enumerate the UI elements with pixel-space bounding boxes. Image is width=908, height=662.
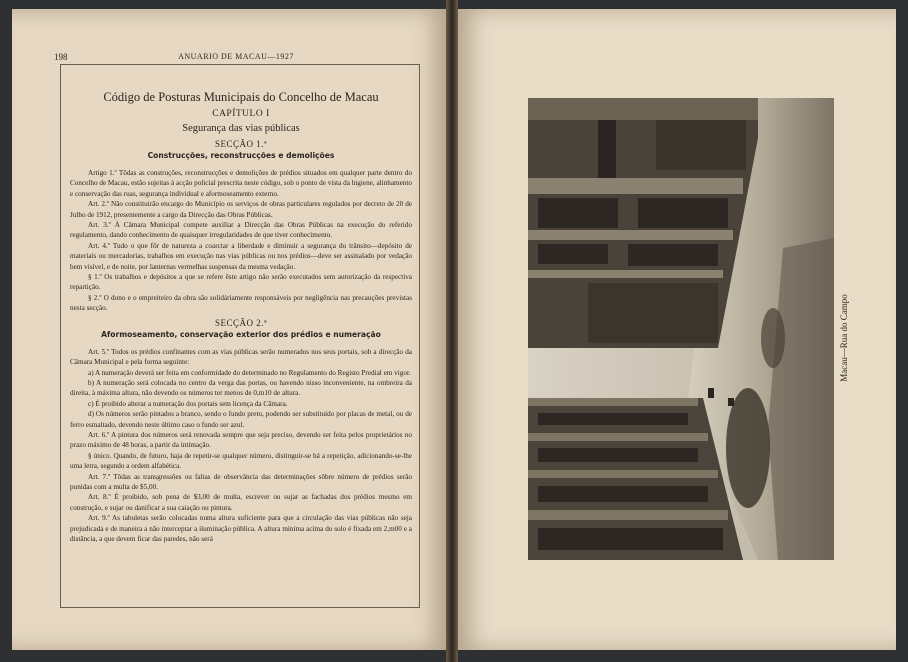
street-photo-illustration [528,98,834,560]
paragraph: § 2.º O dono e o empreiteiro da obra são solidáriamente responsáveis por negligência nas precauções previstas nesta secção. [70,293,412,313]
photo-caption-text: Macau—Rua do Campo [839,294,849,382]
book-gutter [446,0,458,662]
running-title: ANUARIO DE MACAU—1927 [178,52,294,61]
paragraph: Art. 7.º Tôdas as transgressões ou faltas de observância das determinações sôbre número de prédios serão punidas com a multa de $5,00. [70,472,412,491]
page-text [70,90,412,605]
paragraph: Art. 6.º A pintura dos números será renovada sempre que seja preciso, devendo ser feita pelos proprietários no prazo máximo de 48 horas, a partir da intimação. [70,430,412,450]
chapter-heading: CAPÍTULO I [212,109,270,119]
paragraph: § único. Quando, de futuro, haja de repetir-se qualquer número, distinguir-se há a repetição, adicionando-se-lhe uma letra, segundo a ordem alfabética. [70,451,412,471]
section-heading: SECÇÃO 2.ª [215,317,267,328]
street-photograph [528,98,834,560]
paragraph: Art. 9.º As tabuletas serão colocadas numa altura suficiente para que a circulação das vias públicas não seja prejudicada e de maneira a não interceptar a iluminação pública. A altura mínima acima do solo é fixada em 2,m00 e a distância, a que devem ficar das paredes, não será [70,514,412,543]
paragraph: Art. 2.º Não constituirão encargo do Município os serviços de obras particulares regulados por decreto de 20 de Julho de 1912, presentemente a cargo da Direcção das Obras Públicas. [70,200,412,219]
page-number: 198 [54,52,68,62]
paragraph: d) Os números serão pintados a branco, sendo o fundo preto, podendo ser substituído por placas de metal, ou de ferro esmaltado, devendo neste último caso o fundo ser azul. [70,410,412,429]
paragraph: Art. 5.º Todos os prédios confinantes com as vias públicas serão numerados nos seus portais, sob a direcção da Câmara Municipal e pela forma seguinte: [70,347,412,367]
running-header [50,52,422,64]
section-title: Aformoseamento, conservação exterior dos prédios e numeração [101,329,381,339]
section-heading: SECÇÃO 1.ª [215,139,267,149]
section-title: Construcções, reconstrucções e demolições [147,151,335,160]
paragraph: § 1.º Os trabalhos e depósitos a que se refere êste artigo não serão executados sem autorização da respectiva repartição. [70,273,412,292]
paragraph: a) A numeração deverá ser feita em conformidade do determinado no Regulamento do Registo Predial em vigor. [88,368,411,377]
paragraph: Art. 3.º À Câmara Municipal compete auxiliar a Direcção das Obras Públicas na execução do referido regulamento, dando conhecimento de quaisquer irregularidades de que tiver conhecimento. [70,221,412,240]
photo-caption [835,281,855,401]
paragraph: Art. 8.º É proibido, sob pena de $3,00 de multa, escrever ou sujar as fachadas dos prédios mesmo em construção, e sujar ou danificar a sua caiação ou pintura. [70,493,412,512]
document-title: Código de Posturas Municipais do Concelho de Macau [103,90,379,104]
paragraph: c) É proibido alterar a numeração dos portais sem licença da Câmara. [88,399,288,408]
paragraph: Art. 4.º Tudo o que fôr de natureza a coarctar a liberdade e diminuir a segurança do trânsito—depósito de materiais ou mercadorias, trabalhos em execução nas vias públicas ou nos prédios—deve ser assinalado por vedação bem visível, e de noite, por lanternas vermelhas suspensas da mesma vedação. [70,241,412,271]
paragraph: b) A numeração será colocada no centro da verga das portas, ou havendo nisso inconveniente, na ombreira da direita, à máxima altura, não devendo os números ter menos de 0,m10 de altura. [70,378,412,398]
chapter-title: Segurança das vias públicas [182,123,300,134]
paragraph: Artigo 1.º Tôdas as construções, reconstrucções e demolições de prédios situados em qualquer parte dentro do Concelho de Macau, estão sujeitas à acção policial prescrita neste código, sob o ponto de vista da higiene, alinhamento e conservação das ruas, segurança individual e aformoseamento externo. [70,169,412,198]
